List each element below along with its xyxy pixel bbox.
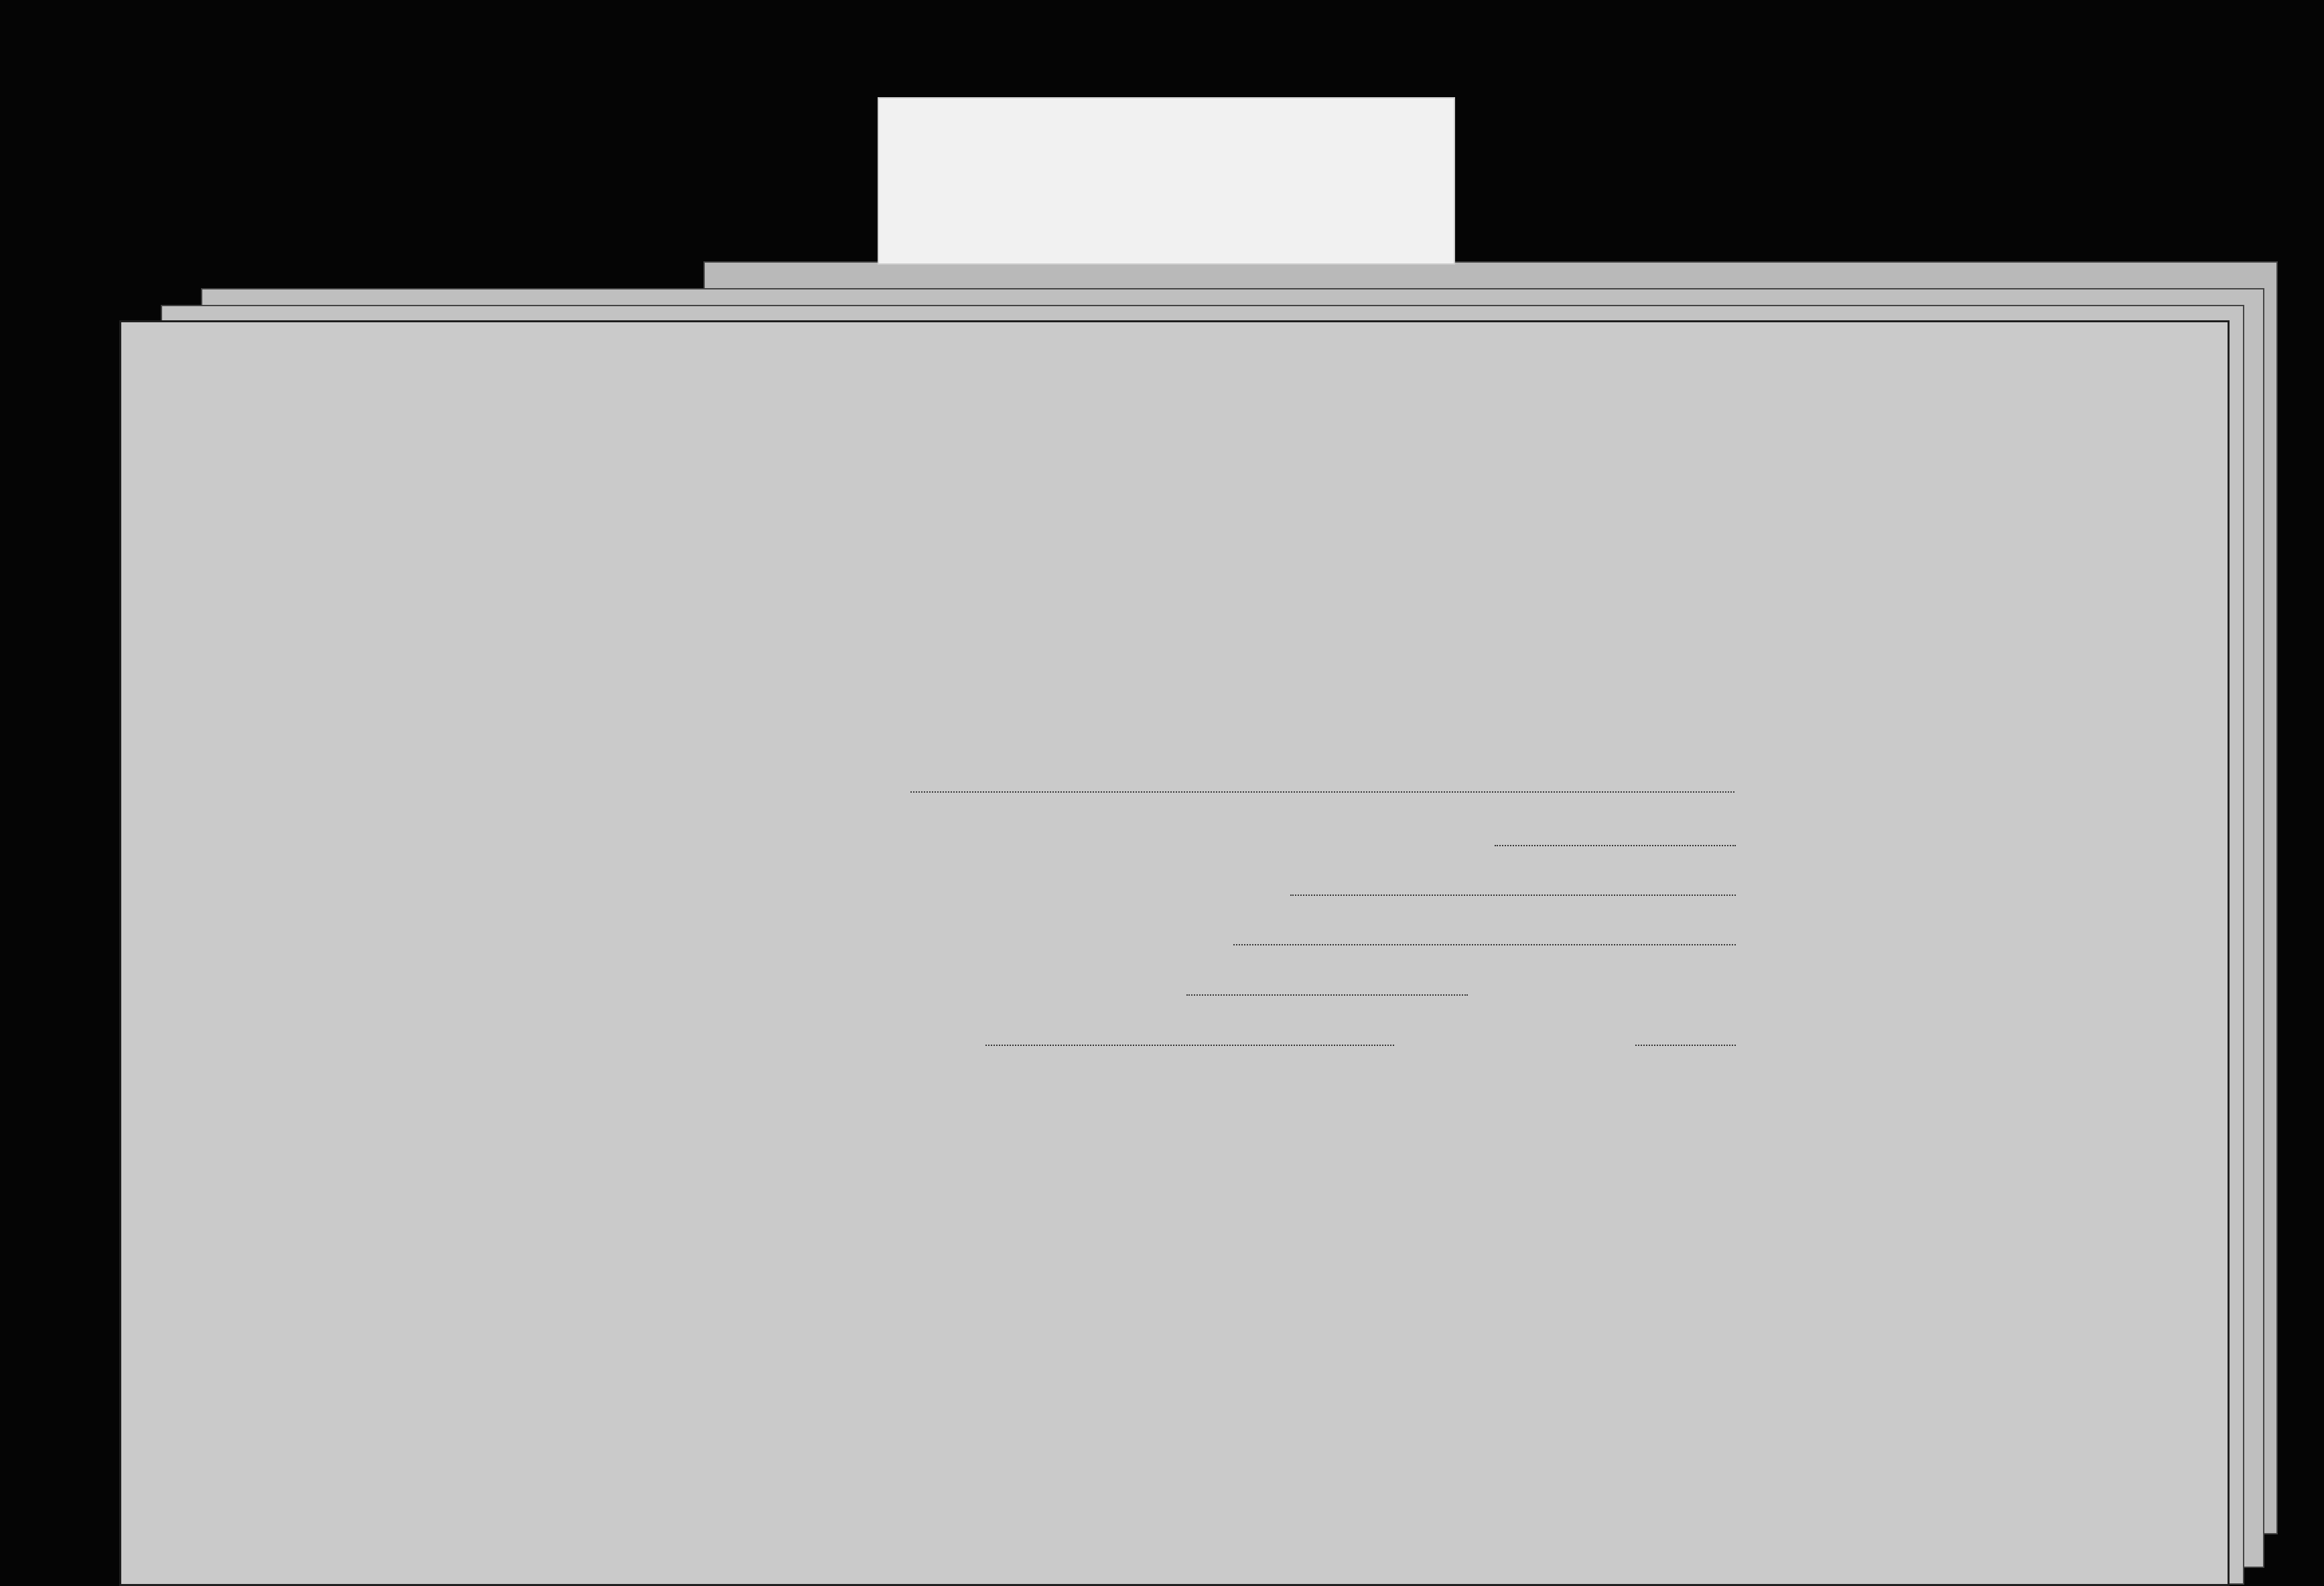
census-card (119, 320, 2230, 1586)
grid-svg (121, 322, 2230, 1586)
soiled-document-stamp (878, 97, 1455, 265)
